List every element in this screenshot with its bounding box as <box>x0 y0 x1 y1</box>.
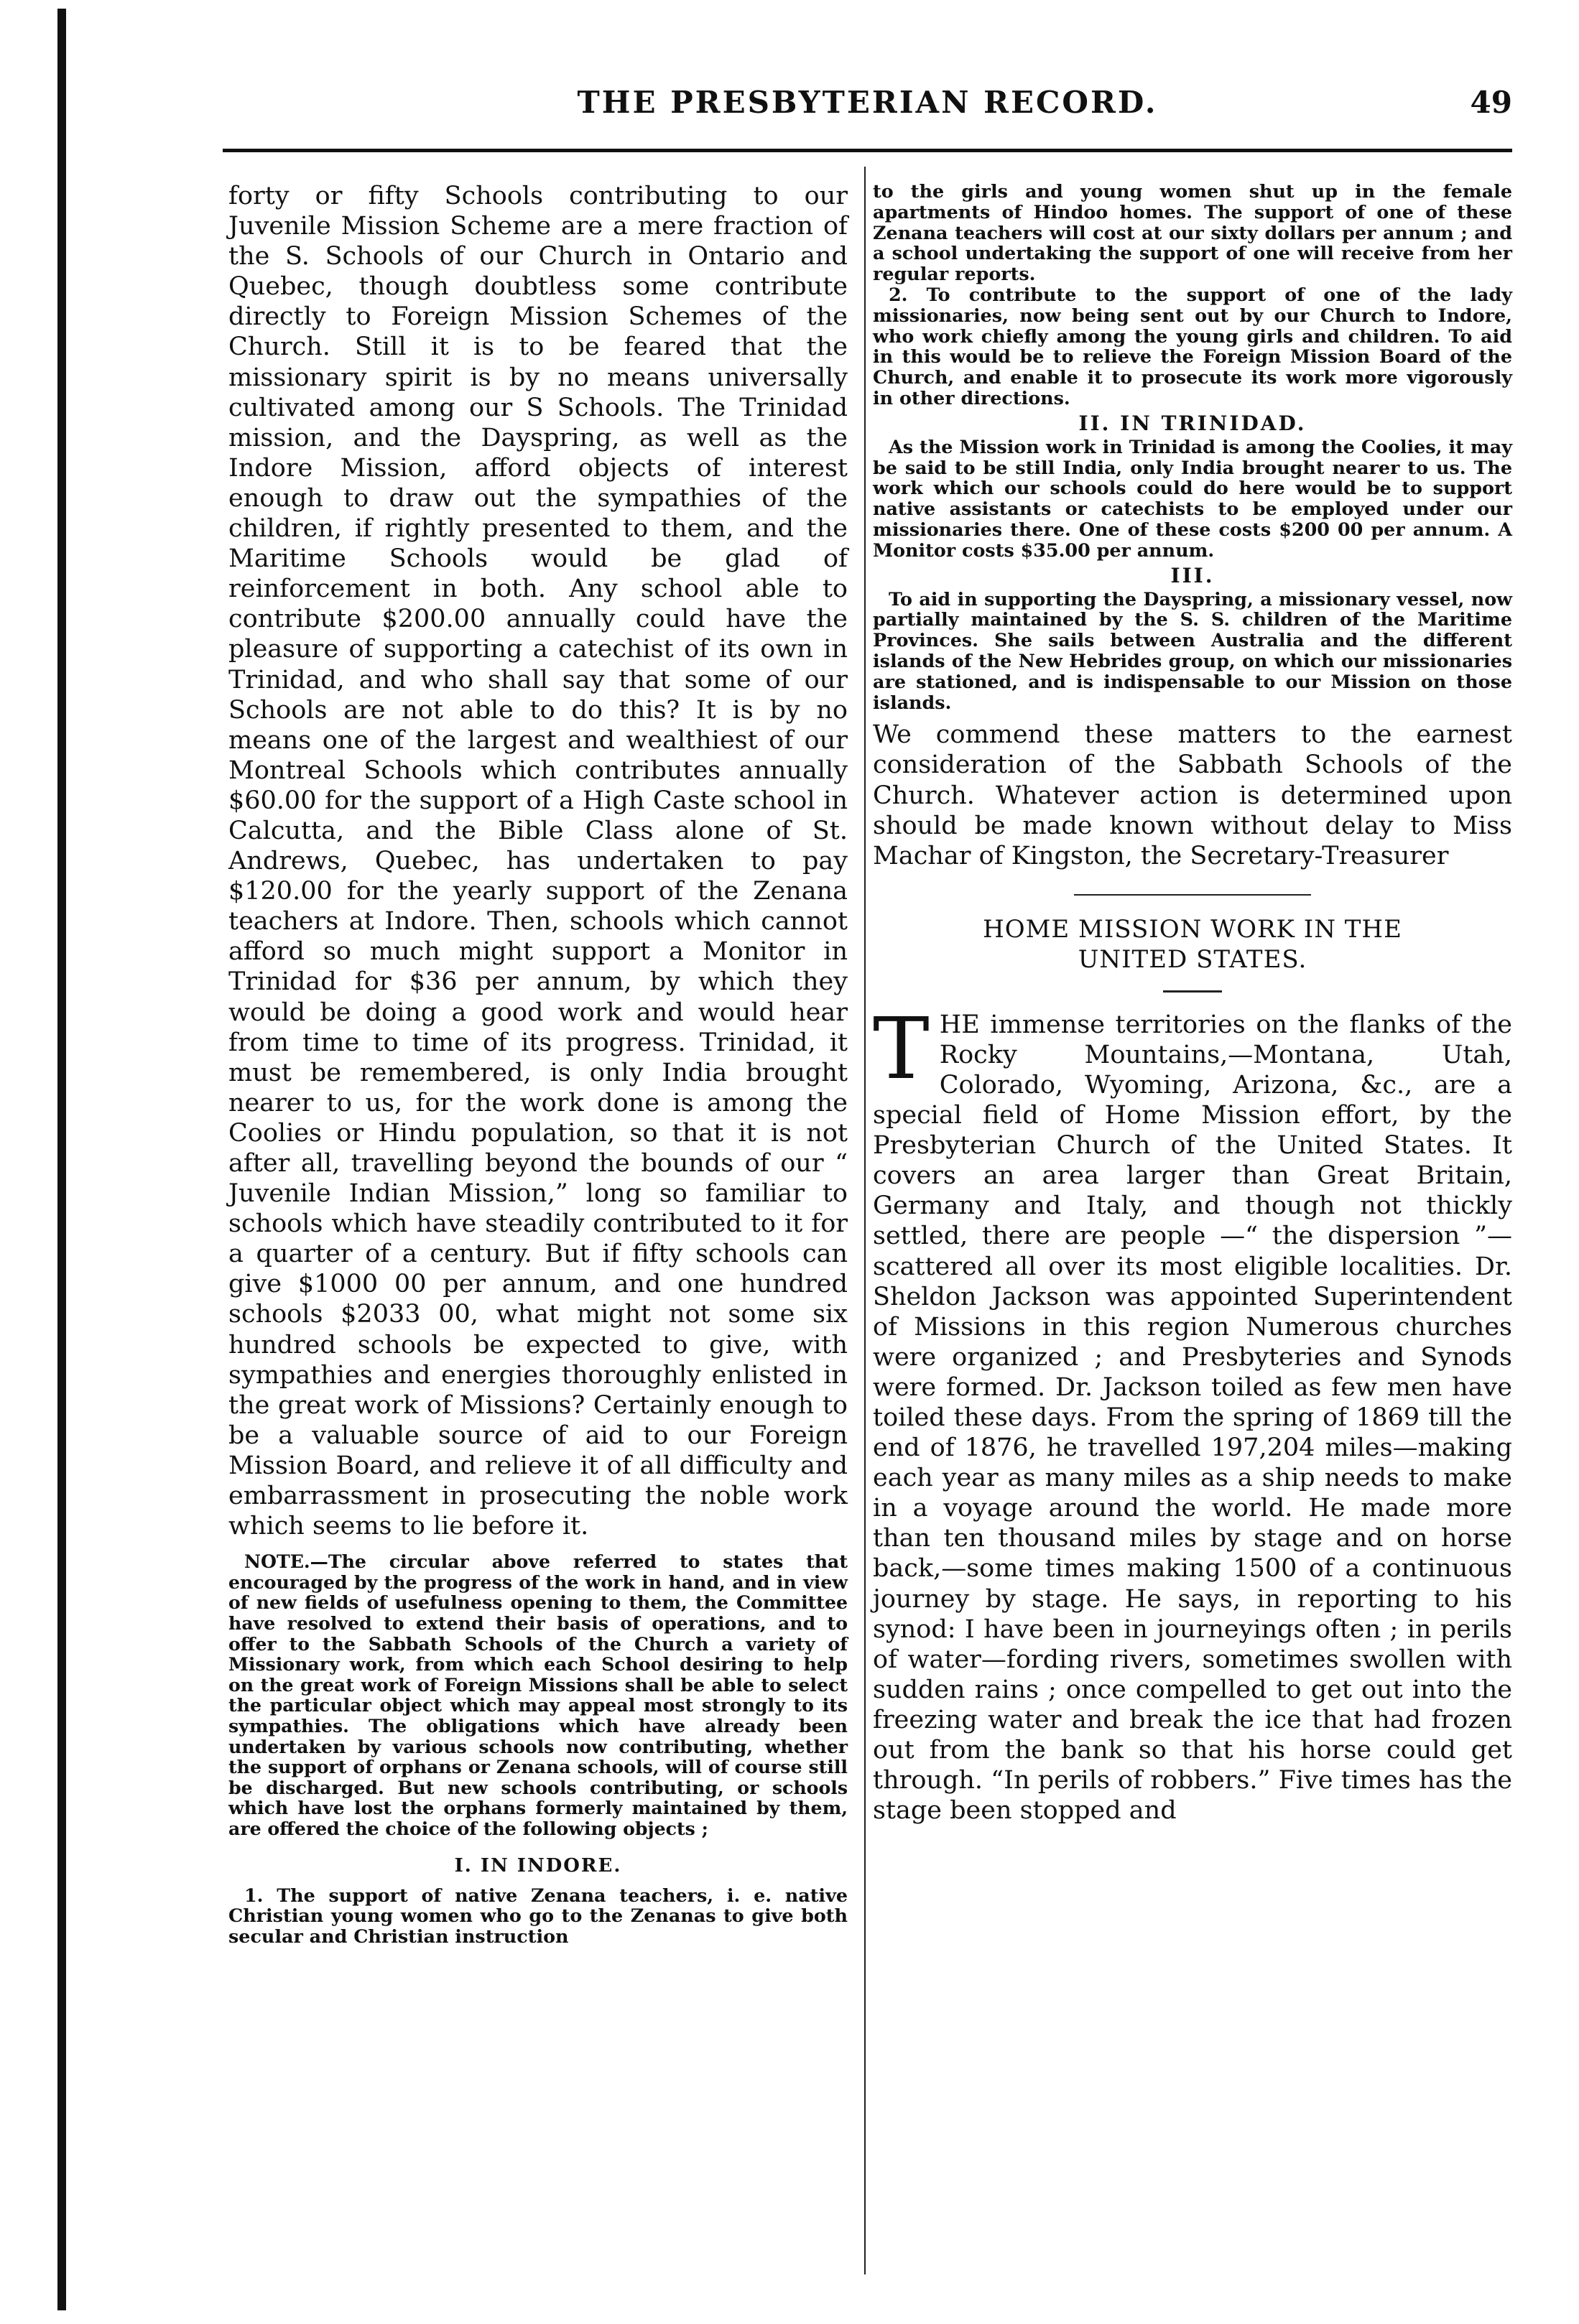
page-number: 49 <box>1470 85 1512 120</box>
section-heading-3: III. <box>1170 563 1215 587</box>
left-column <box>228 181 848 1947</box>
trinidad-paragraph: As the Mission work in Trinidad is among the Coolies, it may be said to be still India, only India brought nearer to us. The work which our schools could do here would be to support native assistants or catechists to be employed under our missionaries there. One of these costs $200 00 per annum. A Monitor costs $35.00 per annum. <box>873 435 1512 561</box>
juvenile-mission-paragraph: forty or fifty Schools contributing to our Juvenile Mission Scheme are a mere fraction of the S. Schools of our Church in Ontario and Quebec, though doubtless some contribute directly to Foreign Mission Schemes of the Church. Still it is to be feared that the missionary spirit is by no means universally cultivated among our S Schools. The Trinidad mission, and the Dayspring, as well as the Indore Mission, afford objects of interest enough to draw out the sympathies of the children, if rightly presented to them, and the Maritime Schools would be glad of reinforcement in both. Any school able to contribute $200.00 annually could have the pleasure of supporting a catechist of its own in Trinidad, and who shall say that some of our Schools are not able to do this? It is by no means one of the largest and wealthiest of our Montreal Schools which contributes annually $60.00 for the support of a High Caste school in Calcutta, and the Bible Class alone of St. Andrews, Quebec, has undertaken to pay $120.00 for the yearly support of the Zenana teachers at Indore. Then, schools which cannot afford so much might support a Monitor in Trinidad for $36 per annum, by which they would be doing a good work and would hear from time to time of its progress. Trinidad, it must be remembered, is only India brought nearer to us, for the work done is among the Coolies or Hindu population, so that it is not after all, travelling beyond the bounds of our “ Juvenile Indian Mission,” long so familiar to schools which have steadily contributed to it for a quarter of a century. But if fifty schools can give $1000 00 per annum, and one hundred schools $2033 00, what might not some six hundred schools be expected to give, with sympathies and energies thoroughly enlisted in the great work of Missions? Certainly enough to be a valuable source of aid to our Foreign Mission Board, and relieve it of all difficulty and embarrassment in prosecuting the noble work which seems to lie before it. <box>228 182 848 1541</box>
section-heading-trinidad: II. IN TRINIDAD. <box>1078 411 1307 435</box>
article-title-line-2: UNITED STATES. <box>1078 944 1307 974</box>
indore-item-1: 1. The support of native Zenana teachers, i. e. native Christian young women who go to the Zenanas to give both secular and Christian instruction <box>228 1884 848 1948</box>
article-title-line-1: HOME MISSION WORK IN THE <box>983 914 1402 944</box>
running-title: THE PRESBYTERIAN RECORD. <box>577 85 1158 120</box>
circular-note: NOTE.—The circular above referred to states that encouraged by the progress of the work in hand, and in view of new fields of usefulness opening to them, the Committee have resolved to extend their basis of operations, and to offer to the Sabbath Schools of the Church a variety of Missionary work, from which each School desiring to help on the great work of Foreign Missions shall be able to select the particular object which may appeal most strongly to its sympathies. The obligations which have already been undertaken by various schools now contributing, whether the support of orphans or Zenana schools, will of course still be discharged. But new schools contributing, or schools which have lost the orphans formerly maintained by them, are offered the choice of the following objects ; <box>228 1551 848 1839</box>
title-underline <box>1163 990 1222 993</box>
binding-edge <box>57 9 66 2310</box>
right-column <box>873 181 1512 1826</box>
indore-item-2: 2. To contribute to the support of one of the lady missionaries, now being sent out by our Church to Indore, who work chiefly among the young girls and children. To aid in this would be to relieve the Foreign Mission Board of the Church, and enable it to prosecute its work more vigorously in other directions. <box>873 283 1512 409</box>
drop-cap-letter: T <box>873 998 930 1098</box>
home-mission-body: HE immense territories on the flanks of the Rocky Mountains,—Montana, Utah, Colorado, Wyoming, Arizona, &c., are a special field of Home Mission effort, by the Presbyterian Church of the United States. It covers an area larger than Great Britain, Germany and Italy, and though not thickly settled, there are people —“ the dispersion ”—scattered all over its most eligible localities. Dr. Sheldon Jackson was appointed Superintendent of Missions in this region Numerous churches were organized ; and Presbyteries and Synods were formed. Dr. Jackson toiled as few men have toiled these days. From the spring of 1869 till the end of 1876, he travelled 197,204 miles—making each year as many miles as a ship needs to make in a voyage around the world. He made more than ten thousand miles by stage and on horse back,—some times making 1500 of a continuous journey by stage. He says, in reporting to his synod: I have been in journeyings often ; in perils of water—fording rivers, sometimes swollen with sudden rains ; once compelled to get out into the freezing water and break the ice that had frozen out from the bank so that his horse could get through. “In perils of robbers.” Five times has the stage been stopped and <box>873 1010 1512 1826</box>
dayspring-paragraph: To aid in supporting the Dayspring, a missionary vessel, now partially maintained by the S. S. children of the Maritime Provinces. She sails between Australia and the different islands of the New Hebrides group, on which our missionaries are stationed, and is indispensable to our Mission on those islands. <box>873 587 1512 713</box>
header-rule <box>223 149 1512 152</box>
article-separator <box>1074 894 1311 896</box>
column-divider <box>864 167 866 2274</box>
section-heading-indore: I. IN INDORE. <box>454 1854 622 1877</box>
page-header <box>223 85 1512 135</box>
home-mission-paragraph <box>873 998 1512 1826</box>
closing-paragraph: We commend these matters to the earnest consideration of the Sabbath Schools of the Church. Whatever action is determined upon should be made known without delay to Miss Machar of Kingston, the Secretary-Treasurer <box>873 720 1512 870</box>
indore-item-1-continued: to the girls and young women shut up in the female apartments of Hindoo homes. The support of one of these Zenana teachers will cost at our sixty dollars per annum ; and a school undertaking the support of one will receive from her regular reports. <box>873 180 1512 285</box>
